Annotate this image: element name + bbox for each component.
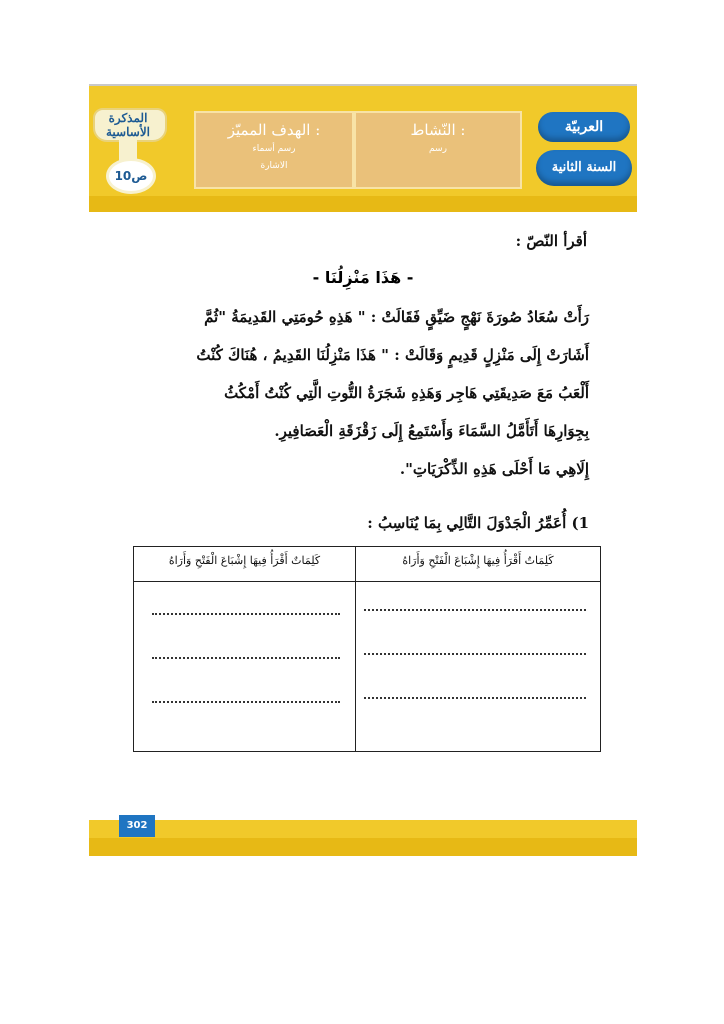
answer-line-right-2[interactable]: [364, 651, 586, 655]
activity-box: [354, 111, 522, 189]
table-header-right: كَلِمَاتٌ أَقْرَأُ فِيهَا إِشْبَاعَ الْفَتْحِ وَأَرَاهُ: [402, 554, 554, 567]
story-line: أَلْعَبُ مَعَ صَدِيقَتِي هَاجِر وَهَذِهِ شَجَرَةُ التُّوتِ الَّتِي كُنْتُ أَمْكُثُ: [224, 384, 589, 402]
footer-shade: [89, 838, 637, 856]
story-title: - هَذَا مَنْزِلُنَا -: [312, 268, 414, 287]
badge-title: المذكرة الأساسية: [106, 111, 150, 139]
header-band: [89, 86, 637, 210]
answer-line-right-1[interactable]: [364, 607, 586, 611]
answer-table: [133, 546, 601, 752]
year-pill: السنة الثانية: [536, 150, 632, 186]
answer-line-left-2[interactable]: [152, 655, 340, 659]
read-heading: أقرأ النّصّ :: [515, 232, 587, 250]
story-line: إِلَاهِي مَا أَحْلَى هَذِهِ الذِّكْرَيَاتِ".: [399, 460, 589, 478]
story-line: أَشَارَتْ إِلَى مَنْزِلٍ قَدِيمٍ وَقَالَتْ : " هَذَا مَنْزِلُنَا القَدِيمُ ، هُنَاكَ كُنْتُ: [196, 346, 589, 364]
objective-title: الهدف المميّز :: [227, 121, 321, 139]
story-line: بِجِوَارِهَا أَتَأَمَّلُ السَّمَاءَ وَأَسْتَمِعُ إِلَى زَقْزَقَةِ الْعَصَافِيرِ.: [274, 422, 589, 440]
page-number: 302: [119, 815, 155, 837]
worksheet-page: [89, 84, 637, 856]
objective-box: [194, 111, 354, 189]
subject-pill: العربيّة: [538, 112, 630, 142]
story-line: رَأَتْ سُعَادُ صُورَةَ نَهْجٍ ضَيِّقٍ فَقَالَتْ : " هَذِهِ حُومَتِي القَدِيمَةُ "ثُمَّ: [204, 308, 589, 326]
lesson-number: 1ص0: [106, 158, 156, 194]
answer-line-left-3[interactable]: [152, 699, 340, 703]
objective-line-2: الاشارة: [260, 161, 288, 171]
answer-line-left-1[interactable]: [152, 611, 340, 615]
table-header-rule: [134, 581, 600, 582]
answer-line-right-3[interactable]: [364, 695, 586, 699]
exercise-question: 1) أُعَمِّرُ الْجَدْوَلَ التَّالِي بِمَا يُنَاسِبُ :: [367, 514, 589, 532]
header-shade: [89, 196, 637, 212]
table-column-divider: [355, 547, 356, 751]
activity-title: النّشاط :: [410, 121, 466, 139]
table-header-left: كَلِمَاتٌ أَقْرَأُ فِيهَا إِشْبَاعَ الْفَتْحِ وَأَرَاهُ: [168, 554, 321, 567]
activity-subtitle: رسم: [429, 144, 447, 154]
objective-line-1: رسم أسماء: [252, 144, 296, 154]
